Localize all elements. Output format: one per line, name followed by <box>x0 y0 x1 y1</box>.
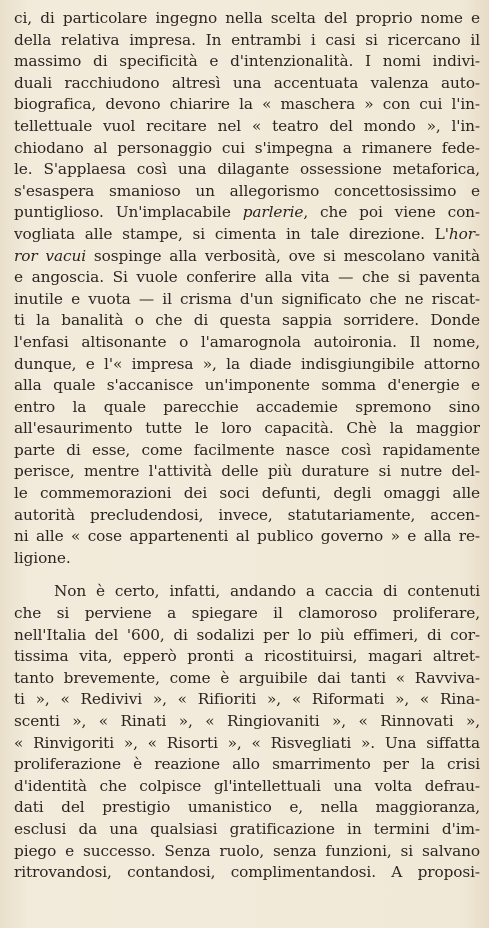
text-line: Non è certo, infatti, andando a caccia di contenuti <box>54 582 480 601</box>
text-line <box>14 202 480 224</box>
text-line: scenti », « Rinati », « Ringiovaniti », « Rinnovati », <box>14 712 480 730</box>
italic-term-parlerie: parlerie <box>242 203 304 222</box>
text-line: parte di esse, come facilmente nasce così rapidamente <box>14 440 480 459</box>
text-line: le commemorazioni dei soci defunti, degli omaggi alle <box>14 484 480 503</box>
text-line: della relativa impresa. In entrambi i casi si ricercano il <box>14 30 480 49</box>
text-line: d'identità che colpisce gl'intellettuali una volta defrau- <box>14 776 480 795</box>
text-line: dati del prestigio umanistico e, nella maggioranza, <box>14 798 480 817</box>
text-line: dunque, e l'« impresa », la diade indisgiungibile attorno <box>14 354 480 373</box>
text-line: s'esaspera smanioso un allegorismo concettosissimo e <box>14 181 480 200</box>
text-run: vogliata alle stampe, si cimenta in tale direzione. L' <box>14 224 449 243</box>
text-run: , che poi viene con- <box>303 203 480 222</box>
text-line: tellettuale vuol recitare nel « teatro del mondo », l'in- <box>14 116 480 135</box>
text-line: duali racchiudono altresì una accentuata valenza auto- <box>14 73 480 92</box>
text-line: ti la banalità o che di questa sappia sorridere. Donde <box>14 311 480 330</box>
text-line: che si perviene a spiegare il clamoroso proliferare, <box>14 604 480 623</box>
text-run: sospinge alla verbosità, ove si mescolano vanità <box>86 246 480 265</box>
text-line: piego e successo. Senza ruolo, senza funzioni, si salvano <box>14 841 480 860</box>
text-line: all'esaurimento tutte le loro capacità. Chè la maggior <box>14 419 480 438</box>
text-line: ci, di particolare ingegno nella scelta del proprio nome e <box>14 9 480 27</box>
text-line <box>14 246 480 268</box>
text-line: entro la quale parecchie accademie spremono sino <box>14 397 480 416</box>
text-line: ni alle « cose appartenenti al publico governo » e alla re- <box>14 527 480 546</box>
text-line: esclusi da una qualsiasi gratificazione in termini d'im- <box>14 819 480 838</box>
text-line: alla quale s'accanisce un'imponente somma d'energie e <box>14 376 480 395</box>
italic-term-horror: hor- <box>448 224 480 243</box>
text-run: puntiglioso. Un'implacabile <box>14 203 243 222</box>
text-line: ritrovandosi, contandosi, complimentandosi. A proposi- <box>14 863 480 882</box>
text-line: autorità precludendosi, invece, statutariamente, accen- <box>14 505 480 524</box>
text-line: proliferazione è reazione allo smarrimento per la crisi <box>14 755 480 774</box>
text-line: nell'Italia del '600, di sodalizi per lo più effimeri, di cor- <box>14 625 480 644</box>
text-line: tissima vita, epperò pronti a ricostituirsi, magari altret- <box>14 647 480 666</box>
text-line: ti », « Redivivi », « Rifioriti », « Riformati », « Rina- <box>14 690 480 709</box>
text-line: le. S'applaesa così una dilagante ossessione metaforica, <box>14 160 480 179</box>
text-line: biografica, devono chiarire la « maschera » con cui l'in- <box>14 95 480 114</box>
paragraph-2 <box>14 581 480 883</box>
text-line <box>14 224 480 246</box>
page-text <box>14 8 480 884</box>
text-line: « Rinvigoriti », « Risorti », « Risvegliati ». Una siffatta <box>14 733 480 752</box>
text-line: tanto brevemente, come è arguibile dai tanti « Ravviva- <box>14 668 480 687</box>
paragraph-1 <box>14 8 480 569</box>
paragraph-spacer <box>14 569 480 581</box>
text-line: ligione. <box>14 548 71 567</box>
text-line: massimo di specificità e d'intenzionalità. I nomi indivi- <box>14 52 480 71</box>
text-line: inutile e vuota — il crisma d'un significato che ne riscat- <box>14 289 480 308</box>
text-line: perisce, mentre l'attività delle più durature si nutre del- <box>14 462 480 481</box>
text-line: e angoscia. Si vuole conferire alla vita — che si paventa <box>14 268 480 287</box>
italic-term-horror-vacui: ror vacui <box>14 246 87 265</box>
text-line: chiodano al personaggio cui s'impegna a rimanere fede- <box>14 138 480 157</box>
text-line: l'enfasi altisonante o l'amarognola autoironia. Il nome, <box>14 332 480 351</box>
